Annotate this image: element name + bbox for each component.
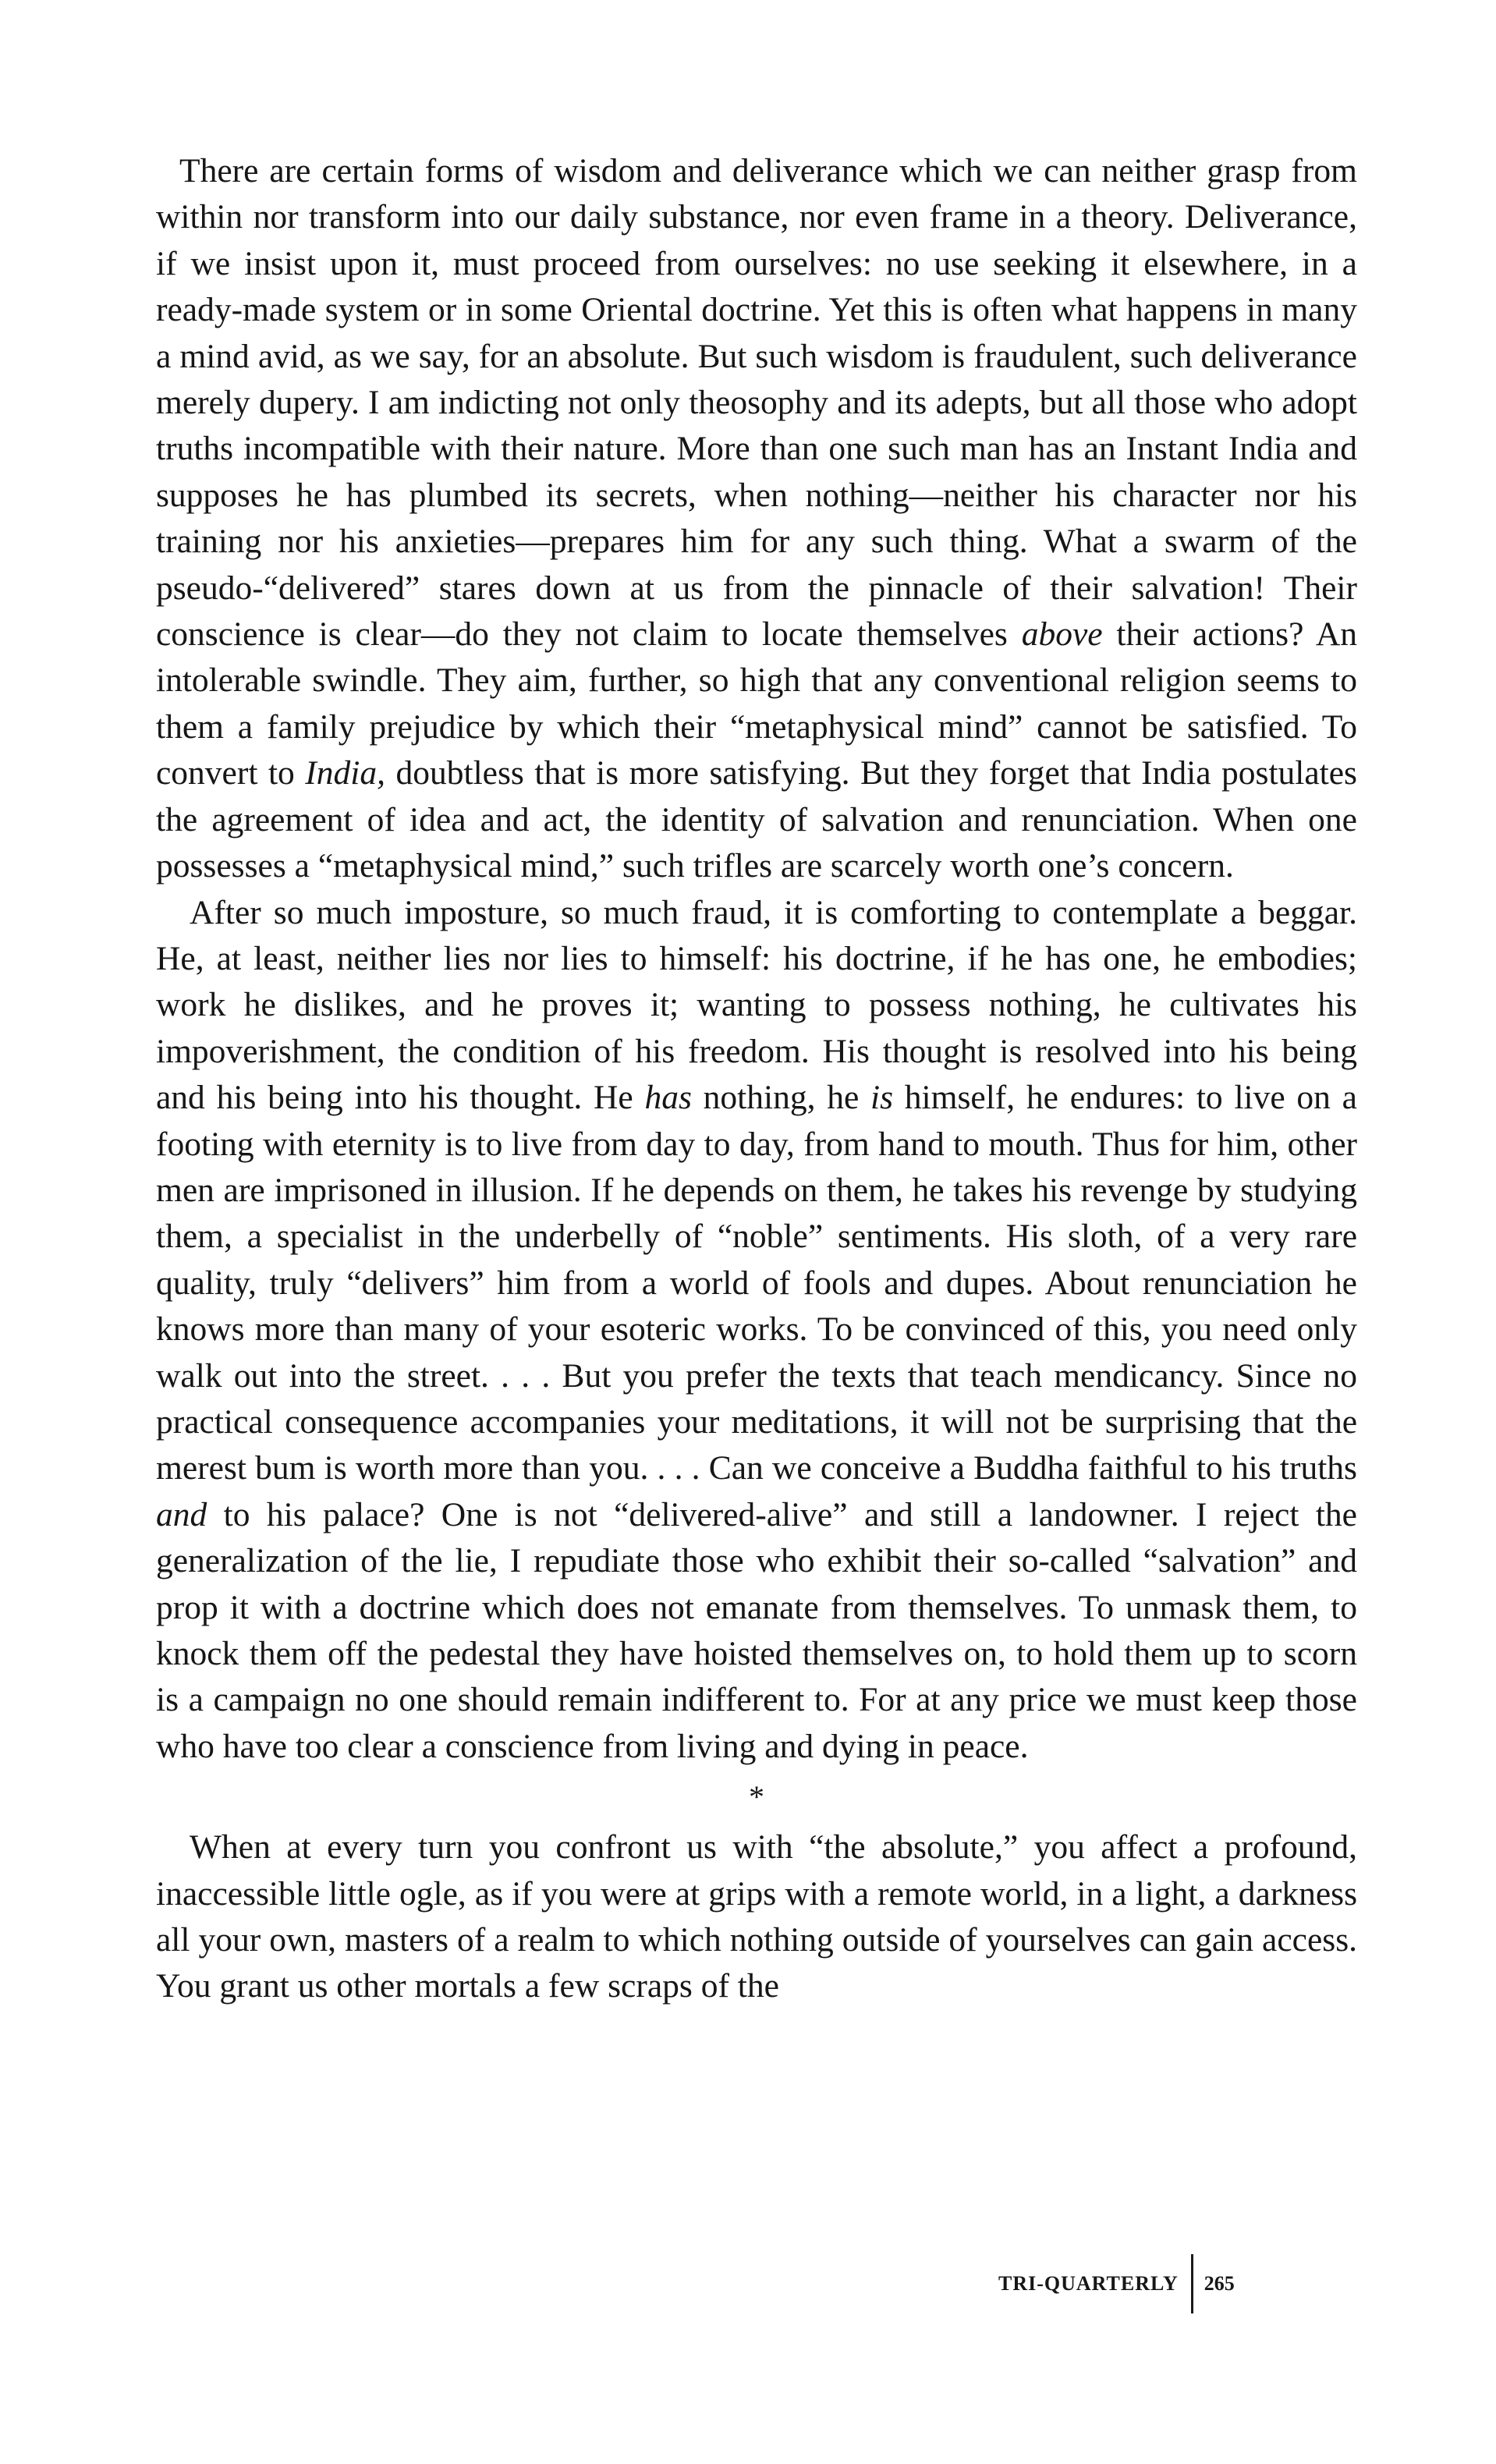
emphasis-above: above xyxy=(1021,615,1103,654)
emphasis-india: India, xyxy=(305,754,385,792)
section-separator: * xyxy=(749,1779,764,1815)
paragraph-2-text: to his palace? One is not “delivered-alive” and still a landowner. I reject the generalization of the lie, I repudiate those who exhibit their so-called “salvation” and prop it with a doctrine which does not emanate from themselves. To unmask them, to knock them off the pedestal they have hoisted themselves on, to hold them up to scorn is a campaign no one should remain indifferent to. For at any price we must keep those who have too clear a conscience from living and dying in peace. xyxy=(156,1495,1357,1765)
paragraph-2-text: himself, he endures: to live on a footing with eternity is to live from day to day, from hand to mouth. Thus for him, other men are imprisoned in illusion. If he depends on them, he takes his revenge by studying them, a specialist in the underbelly of “noble” sentiments. His sloth, of a very rare quality, truly “delivers” him from a world of fools and dupes. About renunciation he knows more than many of your esoteric works. To be convinced of this, you need only walk out into the street. . . . But you prefer the texts that teach mendicancy. Since no practical consequence accompanies your meditations, it will not be surprising that the merest bum is worth more than you. . . . Can we conceive a Buddha faithful to his truths xyxy=(156,1079,1357,1487)
paragraph-3-text: When at every turn you confront us with “the absolute,” you affect a profound, inaccessible little ogle, as if you were at grips with a remote world, in a light, a darkness all your own, masters of a realm to which nothing outside of yourselves can gain access. You grant us other mortals a few scraps of the xyxy=(156,1828,1357,2005)
paragraph-1-text: There are certain forms of wisdom and deliverance which we can neither grasp from within nor transform into our daily substance, nor even frame in a theory. Deliverance, if we insist upon it, must proceed from ourselves: no use seeking it elsewhere, in a ready-made system or in some Oriental doctrine. Yet this is often what happens in many a mind avid, as we say, for an absolute. But such wisdom is fraudulent, such deliverance merely dupery. I am indicting not only theosophy and its adepts, but all those who adopt truths incompatible with their nature. More than one such man has an Instant India and supposes he has plumbed its secrets, when nothing—neither his character nor his training nor his anxieties—prepares him for any such thing. What a swarm of the pseudo-“delivered” stares down at us from the pinnacle of their salvation! Their conscience is clear—do they not claim to locate themselves xyxy=(156,152,1357,654)
journal-title: TRI-QUARTERLY xyxy=(998,2272,1179,2295)
emphasis-and: and xyxy=(156,1495,207,1533)
paragraph-1-text: doubtless that is more satisfying. But they forget that India postulates the agreement of idea and act, the identity of salvation and renunciation. When one possesses a “metaphysical mind,” such trifles are scarcely worth one’s concern. xyxy=(156,754,1357,885)
page-number: 265 xyxy=(1204,2272,1235,2295)
paragraph-2-text: After so much imposture, so much fraud, it is comforting to contemplate a beggar. He, at least, neither lies nor lies to himself: his doctrine, if he has one, he embodies; work he dislikes, and he proves it; wanting to possess nothing, he cultivates his impoverishment, the condition of his freedom. His thought is resolved into his being and his being into his thought. He xyxy=(156,893,1357,1117)
paragraph-2 xyxy=(156,890,1357,1771)
paragraph-2-text: nothing, he xyxy=(691,1079,871,1117)
paragraph-1-text: their actions? An intolerable swindle. They aim, further, so high that any conventional religion seems to them a family prejudice by which their “metaphysical mind” cannot be satisfied. To convert to xyxy=(156,615,1357,792)
body-text xyxy=(156,148,1357,2010)
running-footer xyxy=(998,2254,1235,2313)
paragraph-3 xyxy=(156,1824,1357,2010)
emphasis-is: is xyxy=(870,1079,894,1117)
paragraph-1 xyxy=(156,148,1357,890)
emphasis-has: has xyxy=(644,1079,692,1117)
